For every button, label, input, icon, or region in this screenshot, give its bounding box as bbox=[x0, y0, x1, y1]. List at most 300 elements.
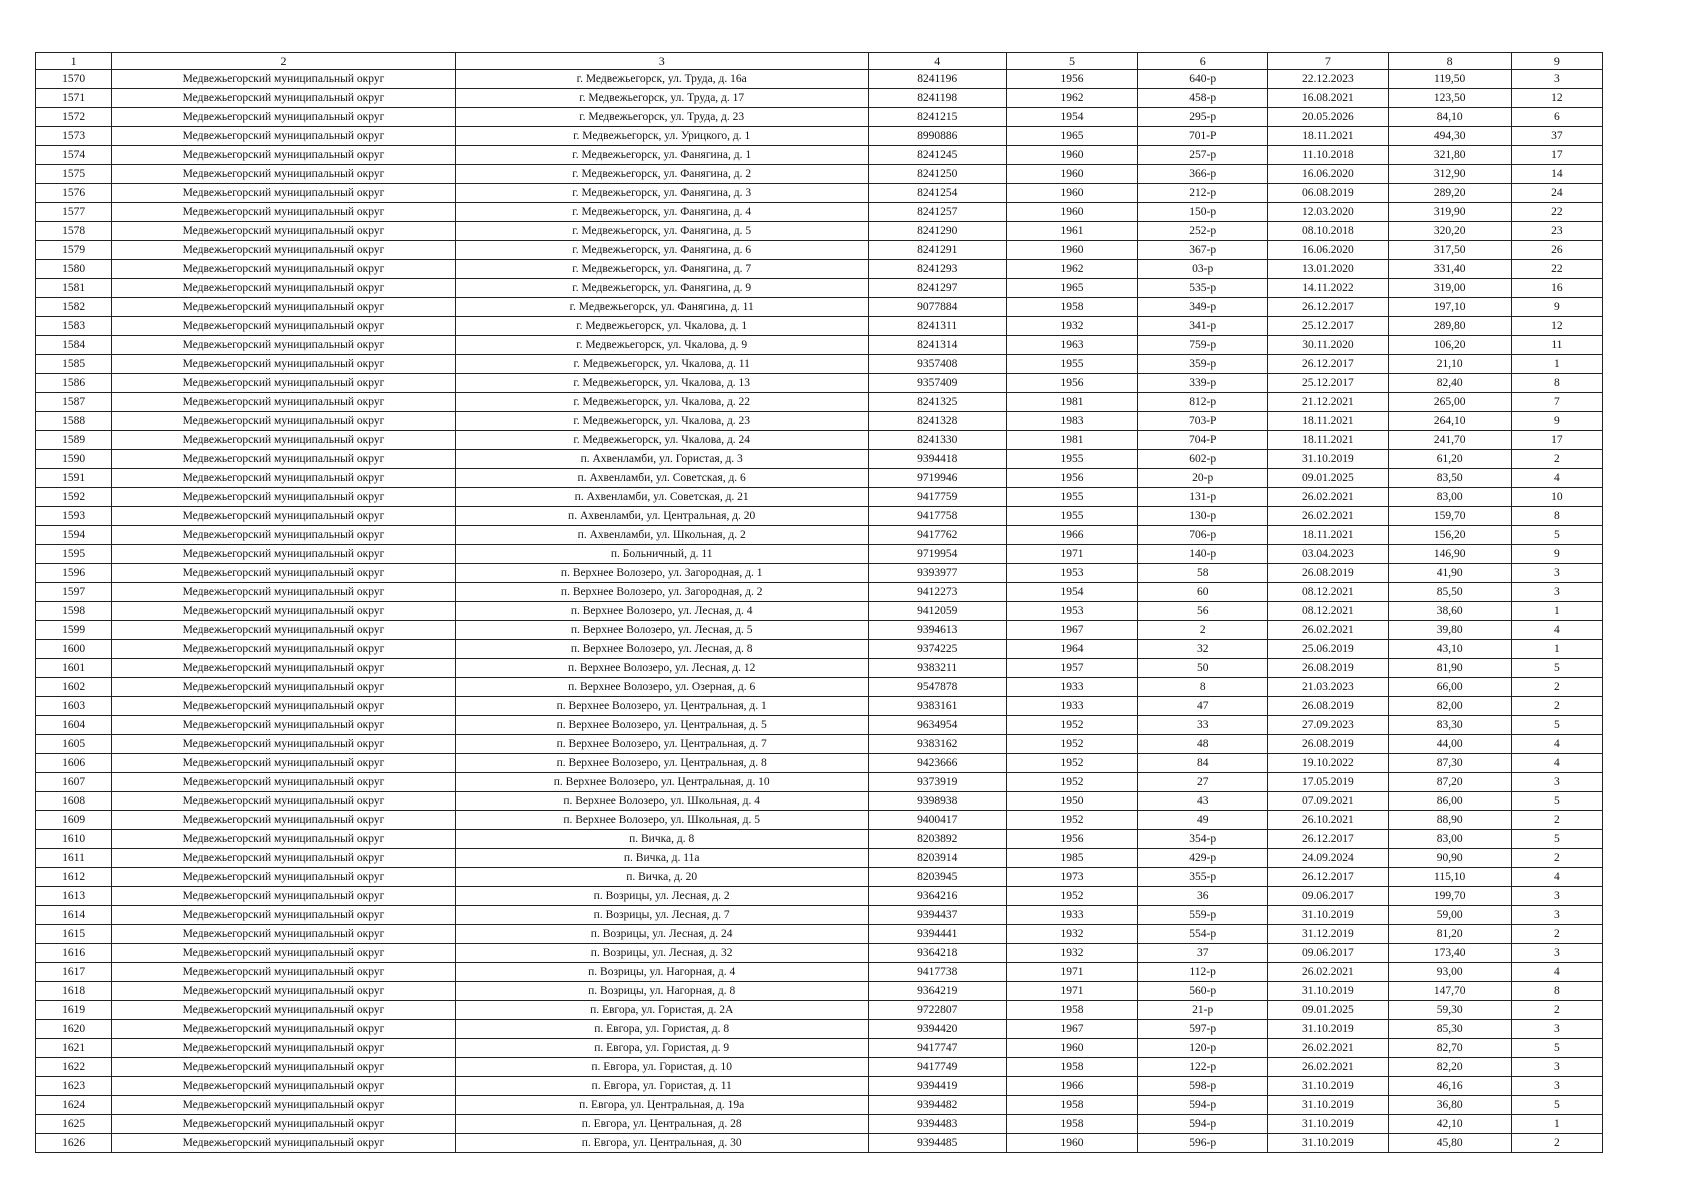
cell-object-code: 8241330 bbox=[868, 431, 1006, 450]
cell-order-date: 26.02.2021 bbox=[1268, 507, 1388, 526]
cell-year-built: 1967 bbox=[1006, 621, 1137, 640]
cell-municipality: Медвежьегорский муниципальный округ bbox=[112, 564, 456, 583]
cell-order-date: 09.06.2017 bbox=[1268, 944, 1388, 963]
cell-address: п. Верхнее Волозеро, ул. Загородная, д. 1 bbox=[455, 564, 868, 583]
cell-order-date: 25.12.2017 bbox=[1268, 317, 1388, 336]
column-header: 9 bbox=[1511, 53, 1602, 70]
cell-municipality: Медвежьегорский муниципальный округ bbox=[112, 773, 456, 792]
table-row bbox=[36, 773, 1603, 792]
cell-object-code: 9634954 bbox=[868, 716, 1006, 735]
cell-order-number: 339-р bbox=[1138, 374, 1268, 393]
cell-address: п. Вичка, д. 11а bbox=[455, 849, 868, 868]
cell-apartments-count: 5 bbox=[1511, 1096, 1602, 1115]
cell-municipality: Медвежьегорский муниципальный округ bbox=[112, 70, 456, 89]
table-row bbox=[36, 925, 1603, 944]
cell-address: г. Медвежьегорск, ул. Чкалова, д. 23 bbox=[455, 412, 868, 431]
cell-address: п. Верхнее Волозеро, ул. Центральная, д. 5 bbox=[455, 716, 868, 735]
cell-apartments-count: 4 bbox=[1511, 621, 1602, 640]
cell-object-code: 9417758 bbox=[868, 507, 1006, 526]
cell-order-date: 26.08.2019 bbox=[1268, 735, 1388, 754]
cell-address: п. Ахвенламби, ул. Советская, д. 6 bbox=[455, 469, 868, 488]
cell-municipality: Медвежьегорский муниципальный округ bbox=[112, 1134, 456, 1153]
cell-year-built: 1933 bbox=[1006, 697, 1137, 716]
cell-municipality: Медвежьегорский муниципальный округ bbox=[112, 108, 456, 127]
cell-apartments-count: 3 bbox=[1511, 906, 1602, 925]
cell-order-date: 31.10.2019 bbox=[1268, 1096, 1388, 1115]
cell-order-date: 09.01.2025 bbox=[1268, 469, 1388, 488]
document-page bbox=[35, 52, 1603, 1153]
cell-order-date: 16.06.2020 bbox=[1268, 165, 1388, 184]
cell-object-code: 8241328 bbox=[868, 412, 1006, 431]
cell-apartments-count: 22 bbox=[1511, 260, 1602, 279]
cell-area: 115,10 bbox=[1388, 868, 1511, 887]
cell-order-number: 20-р bbox=[1138, 469, 1268, 488]
table-row bbox=[36, 1058, 1603, 1077]
cell-row-number: 1587 bbox=[36, 393, 112, 412]
cell-order-date: 26.08.2019 bbox=[1268, 659, 1388, 678]
cell-row-number: 1608 bbox=[36, 792, 112, 811]
cell-year-built: 1963 bbox=[1006, 336, 1137, 355]
cell-row-number: 1591 bbox=[36, 469, 112, 488]
cell-municipality: Медвежьегорский муниципальный округ bbox=[112, 488, 456, 507]
cell-apartments-count: 2 bbox=[1511, 849, 1602, 868]
cell-order-date: 31.10.2019 bbox=[1268, 1077, 1388, 1096]
cell-order-number: 354-р bbox=[1138, 830, 1268, 849]
cell-apartments-count: 17 bbox=[1511, 146, 1602, 165]
cell-object-code: 8241215 bbox=[868, 108, 1006, 127]
cell-area: 289,20 bbox=[1388, 184, 1511, 203]
table-row bbox=[36, 241, 1603, 260]
cell-municipality: Медвежьегорский муниципальный округ bbox=[112, 184, 456, 203]
cell-year-built: 1971 bbox=[1006, 545, 1137, 564]
cell-municipality: Медвежьегорский муниципальный округ bbox=[112, 241, 456, 260]
table-row bbox=[36, 108, 1603, 127]
cell-row-number: 1585 bbox=[36, 355, 112, 374]
cell-area: 86,00 bbox=[1388, 792, 1511, 811]
cell-apartments-count: 2 bbox=[1511, 678, 1602, 697]
cell-order-number: 554-р bbox=[1138, 925, 1268, 944]
cell-row-number: 1571 bbox=[36, 89, 112, 108]
cell-order-date: 08.12.2021 bbox=[1268, 583, 1388, 602]
cell-apartments-count: 3 bbox=[1511, 583, 1602, 602]
cell-address: г. Медвежьегорск, ул. Чкалова, д. 13 bbox=[455, 374, 868, 393]
cell-order-number: 03-р bbox=[1138, 260, 1268, 279]
cell-row-number: 1582 bbox=[36, 298, 112, 317]
cell-order-number: 355-р bbox=[1138, 868, 1268, 887]
cell-order-number: 33 bbox=[1138, 716, 1268, 735]
table-row bbox=[36, 678, 1603, 697]
cell-area: 320,20 bbox=[1388, 222, 1511, 241]
cell-municipality: Медвежьегорский муниципальный округ bbox=[112, 1039, 456, 1058]
cell-order-number: 49 bbox=[1138, 811, 1268, 830]
cell-order-date: 26.08.2019 bbox=[1268, 697, 1388, 716]
cell-area: 83,50 bbox=[1388, 469, 1511, 488]
cell-area: 66,00 bbox=[1388, 678, 1511, 697]
cell-object-code: 8241314 bbox=[868, 336, 1006, 355]
cell-address: п. Возрицы, ул. Лесная, д. 7 bbox=[455, 906, 868, 925]
cell-order-number: 130-р bbox=[1138, 507, 1268, 526]
cell-area: 321,80 bbox=[1388, 146, 1511, 165]
cell-year-built: 1932 bbox=[1006, 944, 1137, 963]
cell-municipality: Медвежьегорский муниципальный округ bbox=[112, 450, 456, 469]
table-row bbox=[36, 564, 1603, 583]
housing-registry-table bbox=[35, 52, 1603, 1153]
cell-address: п. Возрицы, ул. Нагорная, д. 4 bbox=[455, 963, 868, 982]
table-row bbox=[36, 1115, 1603, 1134]
table-row bbox=[36, 298, 1603, 317]
cell-area: 123,50 bbox=[1388, 89, 1511, 108]
table-row bbox=[36, 1077, 1603, 1096]
cell-object-code: 9373919 bbox=[868, 773, 1006, 792]
cell-apartments-count: 2 bbox=[1511, 1134, 1602, 1153]
cell-apartments-count: 3 bbox=[1511, 944, 1602, 963]
table-row bbox=[36, 963, 1603, 982]
cell-address: п. Возрицы, ул. Лесная, д. 32 bbox=[455, 944, 868, 963]
cell-municipality: Медвежьегорский муниципальный округ bbox=[112, 336, 456, 355]
cell-address: п. Верхнее Волозеро, ул. Центральная, д. 7 bbox=[455, 735, 868, 754]
cell-apartments-count: 12 bbox=[1511, 317, 1602, 336]
cell-address: г. Медвежьегорск, ул. Труда, д. 16а bbox=[455, 70, 868, 89]
cell-municipality: Медвежьегорский муниципальный округ bbox=[112, 754, 456, 773]
cell-apartments-count: 5 bbox=[1511, 1039, 1602, 1058]
column-header: 5 bbox=[1006, 53, 1137, 70]
table-row bbox=[36, 507, 1603, 526]
cell-municipality: Медвежьегорский муниципальный округ bbox=[112, 640, 456, 659]
cell-address: п. Ахвенламби, ул. Советская, д. 21 bbox=[455, 488, 868, 507]
cell-row-number: 1592 bbox=[36, 488, 112, 507]
cell-order-date: 31.10.2019 bbox=[1268, 982, 1388, 1001]
cell-apartments-count: 9 bbox=[1511, 545, 1602, 564]
table-row bbox=[36, 830, 1603, 849]
cell-row-number: 1572 bbox=[36, 108, 112, 127]
cell-municipality: Медвежьегорский муниципальный округ bbox=[112, 507, 456, 526]
table-row bbox=[36, 792, 1603, 811]
cell-address: г. Медвежьегорск, ул. Фанягина, д. 7 bbox=[455, 260, 868, 279]
cell-apartments-count: 8 bbox=[1511, 507, 1602, 526]
cell-object-code: 8241198 bbox=[868, 89, 1006, 108]
cell-area: 61,20 bbox=[1388, 450, 1511, 469]
cell-row-number: 1602 bbox=[36, 678, 112, 697]
cell-order-date: 31.12.2019 bbox=[1268, 925, 1388, 944]
cell-object-code: 9423666 bbox=[868, 754, 1006, 773]
cell-apartments-count: 1 bbox=[1511, 1115, 1602, 1134]
cell-apartments-count: 8 bbox=[1511, 374, 1602, 393]
cell-row-number: 1607 bbox=[36, 773, 112, 792]
cell-order-date: 31.10.2019 bbox=[1268, 450, 1388, 469]
cell-order-date: 20.05.2026 bbox=[1268, 108, 1388, 127]
cell-order-number: 560-р bbox=[1138, 982, 1268, 1001]
cell-row-number: 1576 bbox=[36, 184, 112, 203]
cell-municipality: Медвежьегорский муниципальный округ bbox=[112, 1077, 456, 1096]
cell-apartments-count: 4 bbox=[1511, 754, 1602, 773]
cell-object-code: 9394437 bbox=[868, 906, 1006, 925]
table-row bbox=[36, 431, 1603, 450]
cell-object-code: 9357409 bbox=[868, 374, 1006, 393]
cell-area: 36,80 bbox=[1388, 1096, 1511, 1115]
cell-order-number: 36 bbox=[1138, 887, 1268, 906]
cell-order-date: 19.10.2022 bbox=[1268, 754, 1388, 773]
cell-order-number: 112-р bbox=[1138, 963, 1268, 982]
cell-area: 21,10 bbox=[1388, 355, 1511, 374]
cell-order-date: 16.06.2020 bbox=[1268, 241, 1388, 260]
cell-object-code: 9364216 bbox=[868, 887, 1006, 906]
cell-object-code: 8241196 bbox=[868, 70, 1006, 89]
cell-municipality: Медвежьегорский муниципальный округ bbox=[112, 811, 456, 830]
cell-apartments-count: 5 bbox=[1511, 526, 1602, 545]
cell-address: п. Возрицы, ул. Нагорная, д. 8 bbox=[455, 982, 868, 1001]
cell-address: п. Евгора, ул. Гористая, д. 2А bbox=[455, 1001, 868, 1020]
cell-area: 319,00 bbox=[1388, 279, 1511, 298]
cell-year-built: 1983 bbox=[1006, 412, 1137, 431]
cell-apartments-count: 4 bbox=[1511, 963, 1602, 982]
cell-year-built: 1952 bbox=[1006, 716, 1137, 735]
cell-area: 83,00 bbox=[1388, 488, 1511, 507]
cell-row-number: 1611 bbox=[36, 849, 112, 868]
cell-order-date: 21.12.2021 bbox=[1268, 393, 1388, 412]
cell-row-number: 1606 bbox=[36, 754, 112, 773]
cell-apartments-count: 9 bbox=[1511, 412, 1602, 431]
cell-order-number: 60 bbox=[1138, 583, 1268, 602]
cell-row-number: 1573 bbox=[36, 127, 112, 146]
cell-row-number: 1626 bbox=[36, 1134, 112, 1153]
cell-row-number: 1598 bbox=[36, 602, 112, 621]
cell-order-number: 812-р bbox=[1138, 393, 1268, 412]
cell-row-number: 1570 bbox=[36, 70, 112, 89]
cell-area: 87,30 bbox=[1388, 754, 1511, 773]
cell-object-code: 9357408 bbox=[868, 355, 1006, 374]
cell-order-date: 26.10.2021 bbox=[1268, 811, 1388, 830]
cell-apartments-count: 3 bbox=[1511, 1058, 1602, 1077]
cell-area: 312,90 bbox=[1388, 165, 1511, 184]
cell-row-number: 1586 bbox=[36, 374, 112, 393]
cell-object-code: 8241254 bbox=[868, 184, 1006, 203]
cell-municipality: Медвежьегорский муниципальный округ bbox=[112, 1058, 456, 1077]
cell-area: 119,50 bbox=[1388, 70, 1511, 89]
cell-apartments-count: 5 bbox=[1511, 792, 1602, 811]
cell-apartments-count: 4 bbox=[1511, 868, 1602, 887]
cell-address: п. Возрицы, ул. Лесная, д. 2 bbox=[455, 887, 868, 906]
cell-municipality: Медвежьегорский муниципальный округ bbox=[112, 1115, 456, 1134]
cell-year-built: 1960 bbox=[1006, 203, 1137, 222]
cell-order-number: 150-р bbox=[1138, 203, 1268, 222]
table-row bbox=[36, 1096, 1603, 1115]
cell-municipality: Медвежьегорский муниципальный округ bbox=[112, 469, 456, 488]
cell-object-code: 9719946 bbox=[868, 469, 1006, 488]
cell-order-number: 640-р bbox=[1138, 70, 1268, 89]
cell-area: 317,50 bbox=[1388, 241, 1511, 260]
cell-order-number: 366-р bbox=[1138, 165, 1268, 184]
cell-area: 156,20 bbox=[1388, 526, 1511, 545]
cell-municipality: Медвежьегорский муниципальный округ bbox=[112, 1020, 456, 1039]
table-row bbox=[36, 488, 1603, 507]
cell-apartments-count: 4 bbox=[1511, 469, 1602, 488]
cell-order-date: 09.01.2025 bbox=[1268, 1001, 1388, 1020]
cell-order-number: 341-р bbox=[1138, 317, 1268, 336]
table-row bbox=[36, 868, 1603, 887]
cell-year-built: 1960 bbox=[1006, 1039, 1137, 1058]
cell-order-number: 8 bbox=[1138, 678, 1268, 697]
table-row bbox=[36, 279, 1603, 298]
cell-apartments-count: 3 bbox=[1511, 70, 1602, 89]
cell-municipality: Медвежьегорский муниципальный округ bbox=[112, 735, 456, 754]
cell-address: п. Евгора, ул. Центральная, д. 30 bbox=[455, 1134, 868, 1153]
cell-apartments-count: 37 bbox=[1511, 127, 1602, 146]
cell-year-built: 1962 bbox=[1006, 260, 1137, 279]
cell-row-number: 1615 bbox=[36, 925, 112, 944]
cell-apartments-count: 3 bbox=[1511, 564, 1602, 583]
cell-row-number: 1593 bbox=[36, 507, 112, 526]
cell-apartments-count: 1 bbox=[1511, 602, 1602, 621]
cell-year-built: 1933 bbox=[1006, 906, 1137, 925]
cell-year-built: 1954 bbox=[1006, 108, 1137, 127]
cell-order-date: 25.06.2019 bbox=[1268, 640, 1388, 659]
cell-order-number: 598-р bbox=[1138, 1077, 1268, 1096]
table-row bbox=[36, 697, 1603, 716]
cell-year-built: 1960 bbox=[1006, 184, 1137, 203]
cell-order-number: 602-р bbox=[1138, 450, 1268, 469]
cell-year-built: 1955 bbox=[1006, 488, 1137, 507]
table-row bbox=[36, 716, 1603, 735]
table-row bbox=[36, 583, 1603, 602]
cell-object-code: 8203914 bbox=[868, 849, 1006, 868]
cell-area: 173,40 bbox=[1388, 944, 1511, 963]
cell-order-number: 37 bbox=[1138, 944, 1268, 963]
cell-year-built: 1955 bbox=[1006, 355, 1137, 374]
cell-order-number: 122-р bbox=[1138, 1058, 1268, 1077]
cell-row-number: 1578 bbox=[36, 222, 112, 241]
column-header: 2 bbox=[112, 53, 456, 70]
cell-object-code: 9383162 bbox=[868, 735, 1006, 754]
cell-address: г. Медвежьегорск, ул. Фанягина, д. 6 bbox=[455, 241, 868, 260]
cell-object-code: 9394485 bbox=[868, 1134, 1006, 1153]
cell-order-date: 26.12.2017 bbox=[1268, 298, 1388, 317]
cell-apartments-count: 11 bbox=[1511, 336, 1602, 355]
cell-address: г. Медвежьегорск, ул. Чкалова, д. 22 bbox=[455, 393, 868, 412]
cell-address: г. Медвежьегорск, ул. Фанягина, д. 4 bbox=[455, 203, 868, 222]
cell-year-built: 1966 bbox=[1006, 526, 1137, 545]
cell-year-built: 1958 bbox=[1006, 298, 1137, 317]
cell-row-number: 1623 bbox=[36, 1077, 112, 1096]
cell-apartments-count: 3 bbox=[1511, 887, 1602, 906]
cell-order-date: 26.02.2021 bbox=[1268, 1058, 1388, 1077]
cell-address: г. Медвежьегорск, ул. Труда, д. 17 bbox=[455, 89, 868, 108]
cell-order-number: 701-Р bbox=[1138, 127, 1268, 146]
cell-order-date: 06.08.2019 bbox=[1268, 184, 1388, 203]
cell-apartments-count: 2 bbox=[1511, 925, 1602, 944]
cell-municipality: Медвежьегорский муниципальный округ bbox=[112, 963, 456, 982]
cell-order-number: 458-р bbox=[1138, 89, 1268, 108]
table-row bbox=[36, 1134, 1603, 1153]
cell-object-code: 9394418 bbox=[868, 450, 1006, 469]
cell-area: 59,30 bbox=[1388, 1001, 1511, 1020]
cell-address: п. Верхнее Волозеро, ул. Лесная, д. 4 bbox=[455, 602, 868, 621]
cell-address: п. Верхнее Волозеро, ул. Центральная, д. 1 bbox=[455, 697, 868, 716]
cell-apartments-count: 17 bbox=[1511, 431, 1602, 450]
cell-area: 265,00 bbox=[1388, 393, 1511, 412]
cell-municipality: Медвежьегорский муниципальный округ bbox=[112, 317, 456, 336]
cell-order-number: 48 bbox=[1138, 735, 1268, 754]
cell-object-code: 9547878 bbox=[868, 678, 1006, 697]
cell-year-built: 1958 bbox=[1006, 1058, 1137, 1077]
cell-object-code: 9364219 bbox=[868, 982, 1006, 1001]
cell-object-code: 9394419 bbox=[868, 1077, 1006, 1096]
cell-address: п. Верхнее Волозеро, ул. Школьная, д. 5 bbox=[455, 811, 868, 830]
cell-row-number: 1590 bbox=[36, 450, 112, 469]
table-row bbox=[36, 184, 1603, 203]
cell-municipality: Медвежьегорский муниципальный округ bbox=[112, 431, 456, 450]
table-row bbox=[36, 526, 1603, 545]
cell-apartments-count: 6 bbox=[1511, 108, 1602, 127]
cell-address: п. Верхнее Волозеро, ул. Центральная, д. 10 bbox=[455, 773, 868, 792]
cell-object-code: 9383211 bbox=[868, 659, 1006, 678]
cell-order-date: 26.02.2021 bbox=[1268, 621, 1388, 640]
cell-address: п. Ахвенламби, ул. Центральная, д. 20 bbox=[455, 507, 868, 526]
cell-order-number: 47 bbox=[1138, 697, 1268, 716]
cell-apartments-count: 22 bbox=[1511, 203, 1602, 222]
cell-order-number: 759-р bbox=[1138, 336, 1268, 355]
cell-year-built: 1958 bbox=[1006, 1096, 1137, 1115]
table-row bbox=[36, 640, 1603, 659]
cell-row-number: 1618 bbox=[36, 982, 112, 1001]
cell-order-number: 252-р bbox=[1138, 222, 1268, 241]
column-header: 6 bbox=[1138, 53, 1268, 70]
cell-address: п. Верхнее Волозеро, ул. Загородная, д. 2 bbox=[455, 583, 868, 602]
cell-row-number: 1596 bbox=[36, 564, 112, 583]
cell-order-number: 212-р bbox=[1138, 184, 1268, 203]
cell-area: 44,00 bbox=[1388, 735, 1511, 754]
cell-year-built: 1958 bbox=[1006, 1001, 1137, 1020]
cell-year-built: 1956 bbox=[1006, 830, 1137, 849]
cell-apartments-count: 2 bbox=[1511, 811, 1602, 830]
cell-order-date: 26.02.2021 bbox=[1268, 1039, 1388, 1058]
cell-order-number: 58 bbox=[1138, 564, 1268, 583]
cell-address: п. Ахвенламби, ул. Школьная, д. 2 bbox=[455, 526, 868, 545]
cell-municipality: Медвежьегорский муниципальный округ bbox=[112, 146, 456, 165]
cell-order-date: 18.11.2021 bbox=[1268, 127, 1388, 146]
cell-apartments-count: 3 bbox=[1511, 773, 1602, 792]
cell-apartments-count: 16 bbox=[1511, 279, 1602, 298]
table-row bbox=[36, 412, 1603, 431]
cell-address: п. Верхнее Волозеро, ул. Озерная, д. 6 bbox=[455, 678, 868, 697]
cell-municipality: Медвежьегорский муниципальный округ bbox=[112, 1096, 456, 1115]
cell-year-built: 1933 bbox=[1006, 678, 1137, 697]
cell-year-built: 1981 bbox=[1006, 393, 1137, 412]
cell-area: 82,20 bbox=[1388, 1058, 1511, 1077]
cell-municipality: Медвежьегорский муниципальный округ bbox=[112, 279, 456, 298]
cell-order-date: 12.03.2020 bbox=[1268, 203, 1388, 222]
cell-row-number: 1616 bbox=[36, 944, 112, 963]
cell-order-date: 03.04.2023 bbox=[1268, 545, 1388, 564]
cell-municipality: Медвежьегорский муниципальный округ bbox=[112, 792, 456, 811]
cell-year-built: 1956 bbox=[1006, 70, 1137, 89]
cell-year-built: 1953 bbox=[1006, 564, 1137, 583]
cell-municipality: Медвежьегорский муниципальный округ bbox=[112, 526, 456, 545]
cell-municipality: Медвежьегорский муниципальный округ bbox=[112, 298, 456, 317]
cell-area: 39,80 bbox=[1388, 621, 1511, 640]
table-row bbox=[36, 469, 1603, 488]
cell-order-date: 21.03.2023 bbox=[1268, 678, 1388, 697]
cell-order-number: 295-р bbox=[1138, 108, 1268, 127]
cell-object-code: 8241311 bbox=[868, 317, 1006, 336]
cell-object-code: 8241290 bbox=[868, 222, 1006, 241]
column-header: 1 bbox=[36, 53, 112, 70]
cell-area: 43,10 bbox=[1388, 640, 1511, 659]
cell-area: 85,50 bbox=[1388, 583, 1511, 602]
table-row bbox=[36, 146, 1603, 165]
cell-object-code: 8241293 bbox=[868, 260, 1006, 279]
cell-order-number: 535-р bbox=[1138, 279, 1268, 298]
cell-municipality: Медвежьегорский муниципальный округ bbox=[112, 165, 456, 184]
